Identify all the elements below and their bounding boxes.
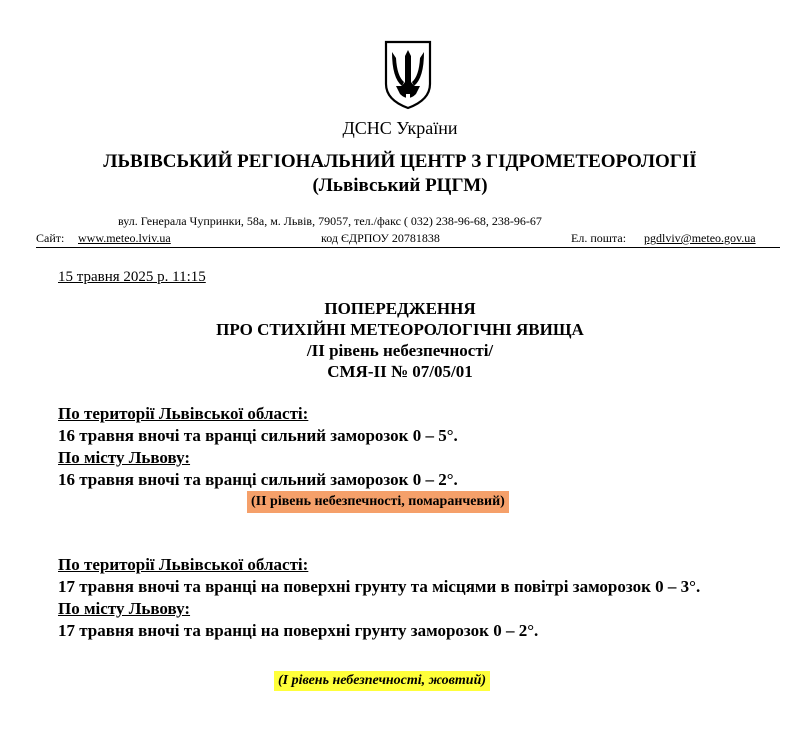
warning-1 — [58, 403, 758, 491]
warning-2-city-heading: По місту Львову: — [58, 599, 191, 618]
warning-1-city-heading: По місту Львову: — [58, 448, 191, 467]
center-name-line2: (Львівський РЦГМ) — [312, 175, 488, 196]
address: вул. Генерала Чупринки, 58а, м. Львів, 79057, тел./факс ( 032) 238-96-68, 238-96-67 — [118, 214, 542, 228]
center-name — [0, 150, 800, 198]
site-link[interactable]: www.meteo.lviv.ua — [78, 231, 171, 245]
warning-1-level-badge: (ІІ рівень небезпечності, помаранчевий) — [247, 491, 509, 513]
edrpou-code: код ЄДРПОУ 20781838 — [321, 231, 440, 245]
warning-2-city-text: 17 травня вночі та вранці на поверхні грунту заморозок 0 – 2°. — [58, 621, 539, 640]
center-name-line1: ЛЬВІВСЬКИЙ РЕГІОНАЛЬНИЙ ЦЕНТР З ГІДРОМЕТЕОРОЛОГІЇ — [103, 151, 697, 172]
trident-emblem-icon — [380, 38, 436, 112]
warning-2-level-badge: (І рівень небезпечності, жовтий) — [274, 671, 490, 691]
warning-2-region-heading: По території Львівської області: — [58, 555, 309, 574]
email-label: Ел. пошта: — [571, 231, 627, 245]
title-line2: ПРО СТИХІЙНІ МЕТЕОРОЛОГІЧНІ ЯВИЩА — [216, 320, 584, 339]
warning-1-city-text: 16 травня вночі та вранці сильний заморозок 0 – 2°. — [58, 470, 458, 489]
email-link[interactable]: pgdlviv@meteo.gov.ua — [644, 231, 756, 245]
title-line1: ПОПЕРЕДЖЕННЯ — [324, 299, 476, 318]
warning-2 — [58, 554, 758, 642]
agency-name: ДСНС України — [342, 118, 458, 138]
warning-title — [0, 298, 800, 382]
title-line4: СМЯ-ІІ № 07/05/01 — [327, 362, 473, 381]
contacts-row — [36, 230, 780, 248]
warning-1-region-heading: По території Львівської області: — [58, 404, 309, 423]
warning-2-region-text: 17 травня вночі та вранці на поверхні грунту та місцями в повітрі заморозок 0 – 3°. — [58, 577, 701, 596]
warning-1-region-text: 16 травня вночі та вранці сильний заморозок 0 – 5°. — [58, 426, 458, 445]
site-label: Сайт: — [36, 231, 65, 245]
issue-date: 15 травня 2025 р. 11:15 — [58, 269, 206, 285]
title-line3: /ІІ рівень небезпечності/ — [306, 341, 494, 360]
